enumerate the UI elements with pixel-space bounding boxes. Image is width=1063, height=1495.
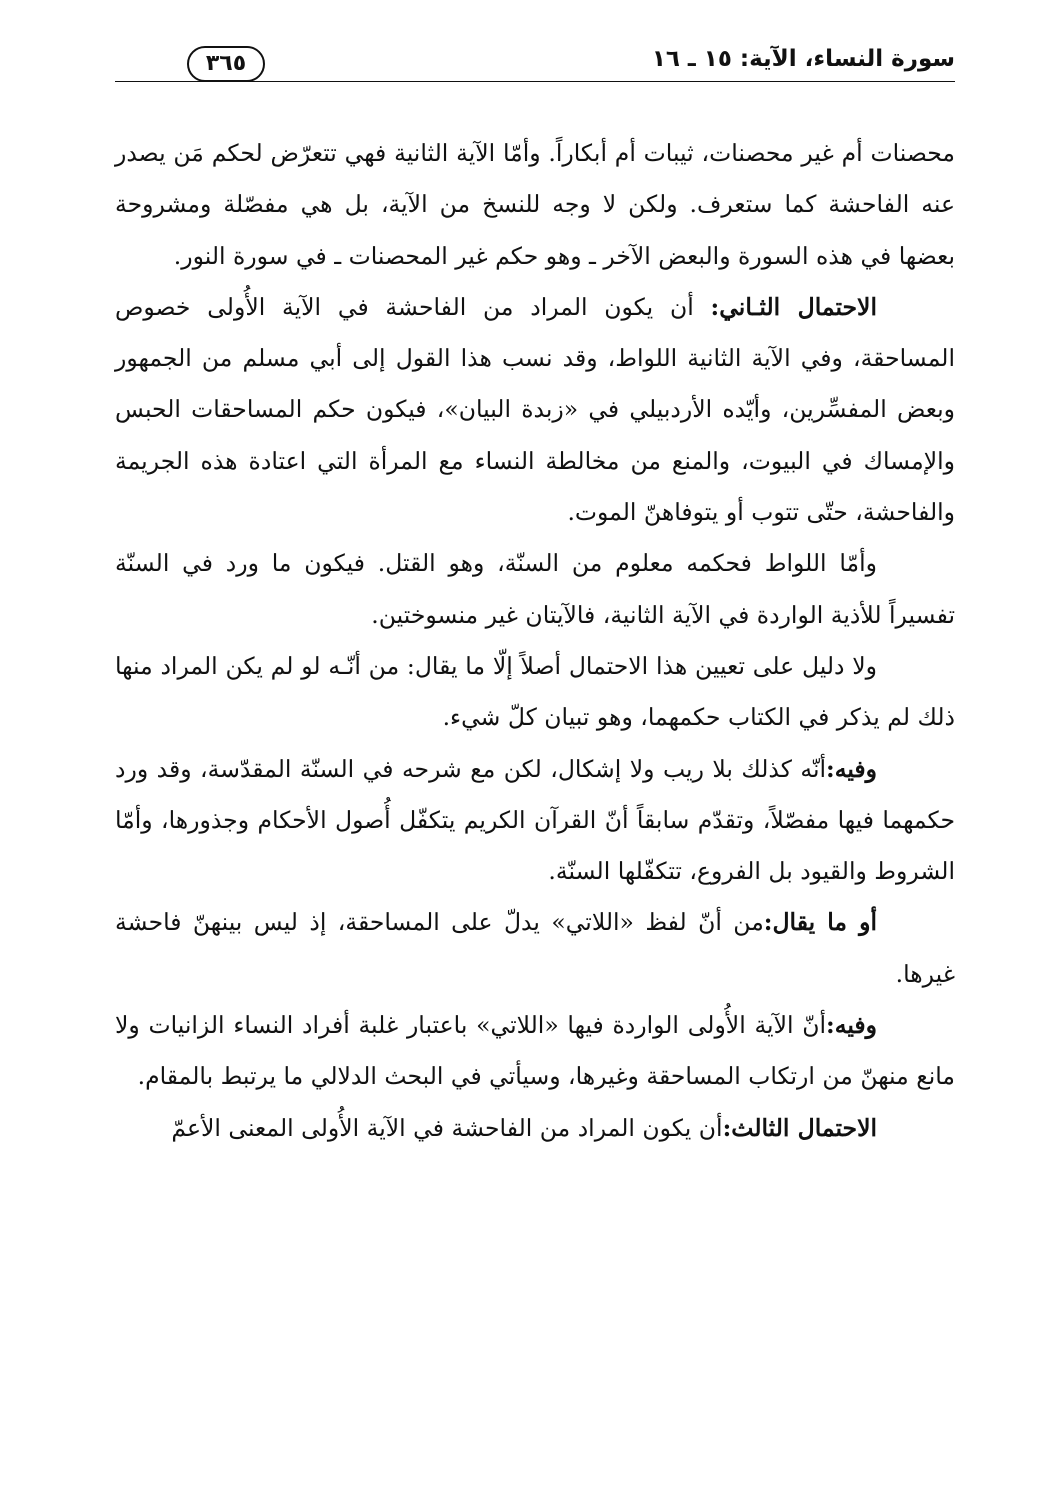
paragraph-text: محصنات أم غير محصنات، ثيبات أم أبكاراً. وأمّا الآية الثانية فهي تتعرّض لحكم مَن يصدر عنه الفاحشة كما ستعرف. ولكن لا وجه للنسخ من الآية، بل هي مفصّلة ومشروحة بعضها في هذه السورة والبعض الآخر ـ وهو حكم غير المحصنات ـ في سورة النور. [115, 139, 955, 270]
paragraph-text: من أنّ لفظ «اللاتي» يدلّ على المساحقة، إذ ليس بينهنّ فاحشة غيرها. [115, 908, 955, 988]
paragraph [115, 128, 955, 282]
page-header [115, 44, 955, 84]
paragraph [115, 1103, 955, 1154]
paragraph-text: أن يكون المراد من الفاحشة في الآية الأُولى خصوص المساحقة، وفي الآية الثانية اللواط، وقد نسب هذا القول إلى أبي مسلم من الجمهور وبعض المفسِّرين، وأيّده الأردبيلي في «زبدة البيان»، فيكون حكم المساحقات الحبس والإمساك في البيوت، والمنع من مخالطة النساء مع المرأة التي اعتادة هذه الجريمة والفاحشة، حتّى تتوب أو يتوفاهنّ الموت. [115, 292, 955, 527]
paragraph [115, 1000, 955, 1103]
paragraph [115, 641, 955, 744]
paragraph-text: ولا دليل على تعيين هذا الاحتمال أصلاً إلّا ما يقال: من أنّـه لو لم يكن المراد منها ذلك لم يذكر في الكتاب حكمهما، وهو تبيان كلّ شيء. [115, 651, 955, 732]
paragraph-text: أنّ الآية الأُولى الواردة فيها «اللاتي» باعتبار غلبة أفراد النساء الزانيات ولا مانع منهنّ من ارتكاب المساحقة وغيرها، وسيأتي في البحث الدلالي ما يرتبط بالمقام. [115, 1011, 955, 1091]
page-number-badge: ٣٦٥ [187, 46, 265, 82]
paragraph [115, 897, 955, 1000]
page-body [115, 128, 955, 1154]
running-title: سورة النساء، الآية: ١٥ ـ ١٦ [651, 46, 955, 72]
paragraph-lead: وفيه: [826, 1011, 877, 1040]
paragraph-text: أنّه كذلك بلا ريب ولا إشكال، لكن مع شرحه في السنّة المقدّسة، وقد ورد حكمهما فيها مفصّلاً، وتقدّم سابقاً أنّ القرآن الكريم يتكفّل أُصول الأحكام وجذورها، وأمّا الشروط والقيود بل الفروع، تتكفّلها السنّة. [115, 754, 955, 886]
paragraph-text: وأمّا اللواط فحكمه معلوم من السنّة، وهو القتل. فيكون ما ورد في السنّة تفسيراً للأذية الواردة في الآية الثانية، فالآيتان غير منسوختين. [115, 549, 955, 629]
paragraph [115, 538, 955, 641]
paragraph-lead: الاحتمال الثـاني: [710, 292, 877, 321]
paragraph-lead: الاحتمال الثالث: [722, 1113, 877, 1142]
paragraph-lead: وفيه: [826, 754, 877, 783]
paragraph-lead: أو ما يقال: [763, 908, 878, 937]
paragraph [115, 282, 955, 538]
paragraph [115, 744, 955, 898]
paragraph-text: أن يكون المراد من الفاحشة في الآية الأُولى المعنى الأعمّ [171, 1113, 723, 1142]
